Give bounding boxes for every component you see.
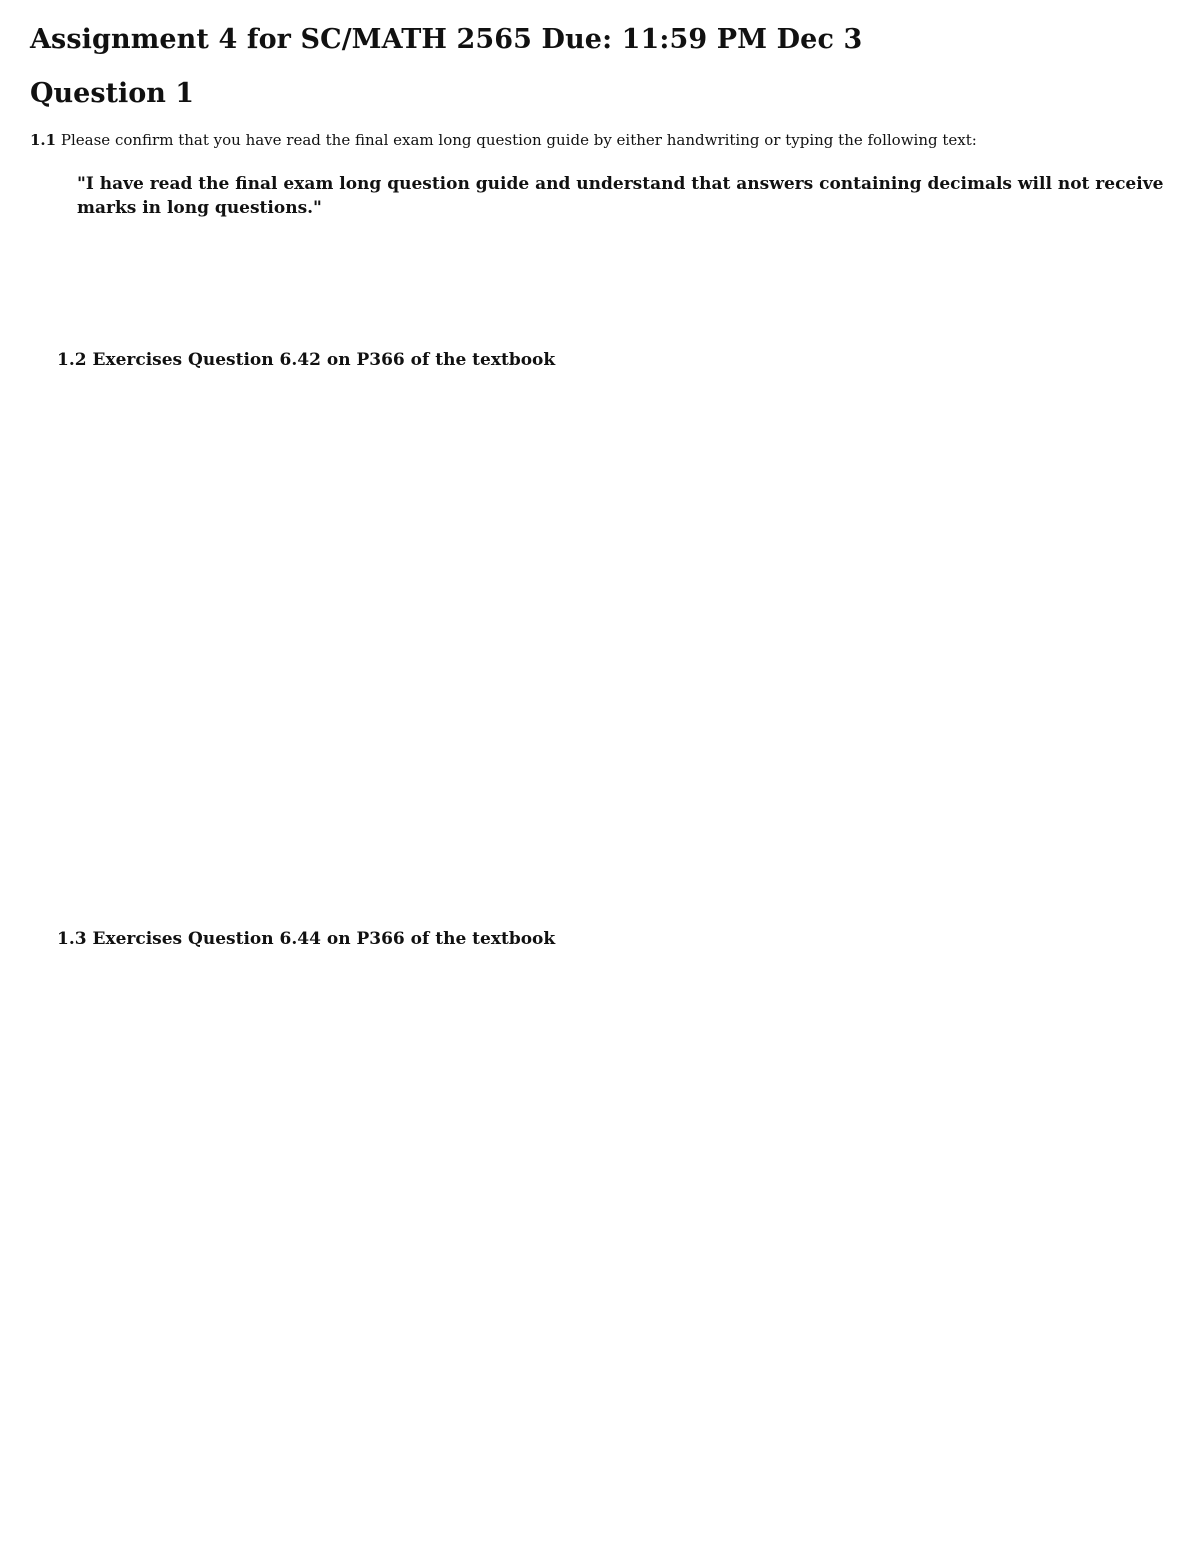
item-1-1: [30, 131, 977, 149]
item-number: 1.2: [57, 350, 87, 370]
item-text: Exercises Question 6.42 on P366 of the textbook: [92, 350, 556, 370]
item-text: Exercises Question 6.44 on P366 of the textbook: [92, 929, 556, 949]
item-1-3: [57, 929, 555, 949]
item-number: 1.1: [30, 131, 57, 149]
confirmation-quote: "I have read the final exam long question guide and understand that answers containing decimals will not receive marks in long questions.": [77, 174, 1164, 218]
page-title: Assignment 4 for SC/MATH 2565 Due: 11:59 PM Dec 3: [30, 24, 863, 55]
question-heading: Question 1: [30, 78, 195, 109]
item-number: 1.3: [57, 929, 87, 949]
item-text: Please confirm that you have read the final exam long question guide by either handwriting or typing the following text:: [60, 131, 977, 149]
item-1-2: [57, 350, 555, 370]
